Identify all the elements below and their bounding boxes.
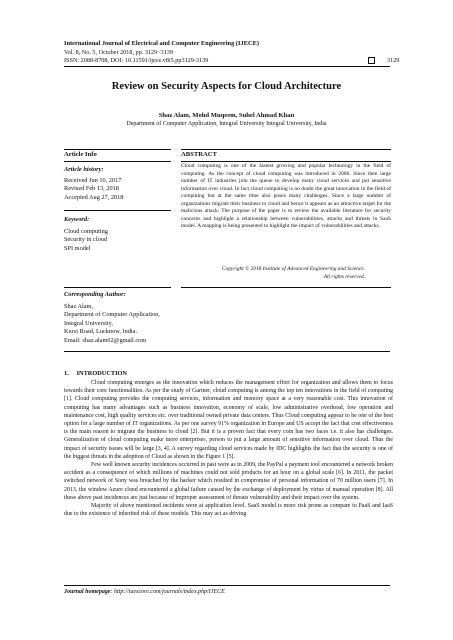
rule-mid-right bbox=[181, 161, 391, 162]
rule-after-corresponding bbox=[64, 351, 390, 352]
rule-keywords bbox=[64, 210, 171, 211]
page-number: 3129 bbox=[387, 57, 400, 64]
author-address: Kursi Road, Lucknow, India. bbox=[64, 328, 138, 336]
paper-affiliation: Department of Computer Application, Integral University Integral University, India bbox=[126, 121, 327, 127]
paragraph: Cloud computing emerges as the innovation which reduces the management effort for organization and allows them to focus towards their core functionalities. As per the study of Gartner, cloud computing is among the top ten innovations in the field of computing [1]. Cloud computing provides the computing services, information and memory space at a very reasonable cost. This innovation of computing has many advantages such as business innovation, economy of scale, low administrative overhead, low operation and maintenance cost, high quality services etc. over traditional owned private data centers. Thus Cloud computing appear to be one of the best option for a large number of IT organizations. As per one survey 91% organization in Europe and US accept the fact that cost effectiveness is the main reason to migrate the business to cloud [2]. But it is a proven fact that every coin has two faces i.e. it also has challenges. Generalization of cloud computing make more enterprises, person to put a large amount of sensitive information over cloud. Thus the impact of security issues will be large [3, 4]. A survey regarding cloud services made by IDC highlights the fact that the security is one of the biggest threats in the adoption of Cloud as shown in the Figure 1 [5]. bbox=[64, 380, 393, 460]
history-heading: Article history: bbox=[64, 166, 104, 173]
journal-volume: Vol. 8, No. 5, October 2018, pp. 3129~3139 bbox=[64, 49, 173, 56]
page-marker bbox=[368, 57, 399, 64]
history-list bbox=[64, 177, 123, 202]
keyword-item: Security in cloud bbox=[64, 236, 108, 244]
paragraph: Majority of above mentioned incidents were at application level. SaaS model is more risk prone as compare to PaaS and IaaS due to the existence of inherited risk of these models. This may act as driving bbox=[64, 503, 393, 518]
paper-authors: Shaz Alam, Mohd Muqeem, Suhel Ahmad Khan bbox=[158, 112, 295, 119]
article-info-heading: Article Info bbox=[64, 151, 97, 158]
author-department: Department of Computer Application, bbox=[64, 311, 160, 319]
abstract-heading: ABSTRACT bbox=[181, 151, 217, 158]
author-name: Shaz Alam, bbox=[64, 303, 94, 310]
keyword-list bbox=[64, 228, 108, 253]
copyright-rights: All rights reserved. bbox=[323, 273, 365, 280]
square-icon bbox=[368, 57, 375, 64]
paper-title: Review on Security Aspects for Cloud Architecture bbox=[111, 81, 342, 92]
introduction-body bbox=[64, 379, 393, 518]
abstract-text: Cloud computing is one of the fastest growing and popular technology in the field of computing. As the concept of cloud computing was introduced in 2006. Since then large number of IT industries join the queue to develop many cloud services and put sensitive information over cloud. In fact cloud computing is no doubt the great innovation in the field of computing but at the same time also poses many challenges. Since a large number of organizations migrate their business to cloud and hence it appears as an attractive target for the malicious attack. The purpose of the paper is to review the available literature for security concerns and highlight a relationship between vulnerabilities, attacks and threats in SaaS model. A mapping is being presented to highlight the impact of vulnerabilities and attacks. bbox=[181, 163, 391, 229]
copyright bbox=[181, 266, 365, 281]
homepage-url[interactable]: : http://iaescore.com/journals/index.php/IJECE bbox=[110, 589, 225, 595]
author-email: Email: shaz.alam62@gmail.com bbox=[64, 336, 147, 344]
section-heading-introduction: 1. INTRODUCTION bbox=[64, 370, 127, 377]
rule-top-left bbox=[64, 149, 171, 150]
corresponding-heading: Corresponding Author: bbox=[64, 291, 126, 298]
copyright-line: Copyright © 2018 Institute of Advanced Engineering and Science. bbox=[221, 266, 365, 272]
homepage-label: Journal homepage bbox=[64, 589, 111, 595]
rule-bottom-right bbox=[181, 287, 391, 288]
rule-bottom-left bbox=[64, 287, 171, 288]
rule-mid-left bbox=[64, 161, 171, 162]
footer-rule bbox=[64, 585, 390, 586]
header-rule bbox=[64, 66, 390, 67]
keyword-item: SPI model bbox=[64, 244, 91, 252]
history-received: Received Jun 10, 2017 bbox=[64, 177, 122, 184]
paragraph: Few well known security incidences occurred in past were as in 2009, the PayPal a payment tool encountered a network broken accident as a consequence of which millions of machines could not sold products for an hour on a global scale [6]. In 2011, the packet switched network of Sony was breached by the hacker which resulted in compromise of personal information of 70 million users [7]. In 2013, the window Azure cloud encountered a global failure caused by the exchange of deployment by virtue of manual operation [8]. All these above past incidences are just because of improper assessment of threats vulnerability and their impact over the system. bbox=[64, 462, 393, 501]
keyword-heading: Keyword: bbox=[64, 216, 90, 223]
rule-top-right bbox=[181, 149, 391, 150]
journal-name: International Journal of Electrical and Computer Engineering (IJECE) bbox=[64, 40, 259, 47]
journal-homepage bbox=[64, 589, 225, 595]
history-accepted: Accepted Aug 27, 2018 bbox=[64, 193, 124, 201]
keyword-item: Cloud computing bbox=[64, 228, 108, 235]
journal-issn: ISSN: 2088-8708, DOI: 10.11591/ijece.v8i5.pp3129-3139 bbox=[64, 57, 209, 64]
author-university: Integral University, bbox=[64, 319, 113, 327]
corresponding-details bbox=[64, 303, 160, 345]
history-revised: Revised Feb 13, 2018 bbox=[64, 185, 119, 193]
